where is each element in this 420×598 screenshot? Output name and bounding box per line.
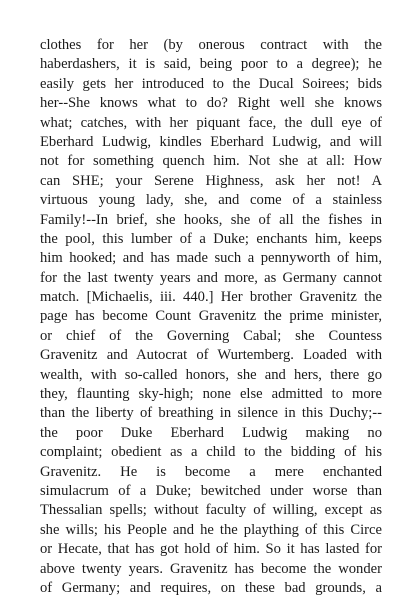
- text-line-8: can SHE; your Serene Highness, ask her not! A: [40, 172, 382, 189]
- text-line-21: the poor Duke Eberhard Ludwig making no: [40, 424, 382, 441]
- text-line-27: or Hecate, that has got hold of him. So it has lasted for: [40, 541, 382, 558]
- text-line-15: page has become Count Gravenitz the prime minister,: [40, 308, 382, 325]
- text-line-5: what; catches, with her piquant face, the dull eye of: [40, 114, 382, 131]
- text-line-14: match. [Michaelis, iii. 440.] Her brother Gravenitz the: [40, 289, 382, 306]
- text-line-6: Eberhard Ludwig, kindles Eberhard Ludwig, and will: [40, 133, 382, 150]
- text-line-25: Thessalian spells; without faculty of willing, except as: [40, 502, 382, 519]
- text-line-9: virtuous young lady, she, and come of a stainless: [40, 192, 382, 209]
- text-line-7: not for something quench him. Not she at all: How: [40, 153, 382, 170]
- text-line-12: him hooked; and has made such a pennyworth of him,: [40, 250, 382, 267]
- text-line-28: above twenty years. Gravenitz has become the wonder: [40, 560, 382, 577]
- text-line-1: clothes for her (by onerous contract with the: [40, 37, 382, 53]
- text-line-4: her--She knows what to do? Right well she knows: [40, 95, 382, 112]
- text-line-20: than the liberty of breathing in silence in this Duchy;--: [40, 405, 382, 422]
- text-line-13: for the last twenty years and more, as Germany cannot: [40, 269, 382, 286]
- text-line-2: haberdashers, it is said, being poor to a degree); he: [40, 56, 382, 73]
- text-line-26: she wills; his People and he the plaything of this Circe: [40, 521, 382, 538]
- text-line-3: easily gets her introduced to the Ducal Soirees; bids: [40, 75, 382, 92]
- text-line-16: or chief of the Governing Cabal; she Countess: [40, 327, 382, 344]
- text-line-17: Gravenitz and Autocrat of Wurtemberg. Loaded with: [40, 347, 382, 364]
- text-line-19: they, flaunting sky-high; none else admitted to more: [40, 386, 382, 403]
- text-line-29: of Germany; and requires, on these bad grounds, a: [40, 579, 382, 596]
- document-page: [40, 36, 382, 598]
- text-line-10: Family!--In brief, she hooks, she of all the fishes in: [40, 211, 382, 228]
- text-line-23: Gravenitz. He is become a mere enchanted: [40, 463, 382, 480]
- text-line-18: wealth, with so-called honors, she and hers, there go: [40, 366, 382, 383]
- text-line-24: simulacrum of a Duke; bewitched under worse than: [40, 482, 382, 499]
- text-line-11: the pool, this lumber of a Duke; enchants him, keeps: [40, 230, 382, 247]
- text-line-22: complaint; obedient as a child to the bidding of his: [40, 444, 382, 461]
